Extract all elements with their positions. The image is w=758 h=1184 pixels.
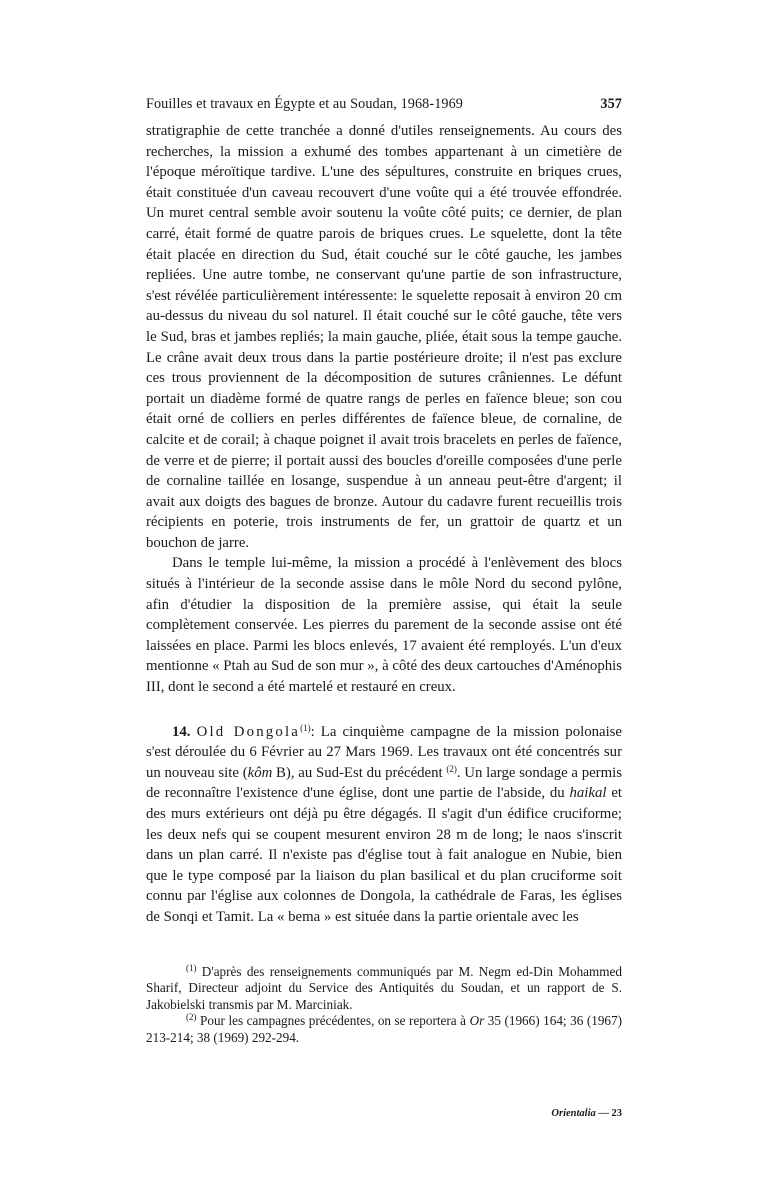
footnote-ref-2[interactable]: (2) [446,763,457,774]
footnote-1: $^{(1)}$ D'après des renseignements communiqués par M. Negm ed-Din Mohammed Sharif, Directeur adjoint du Service des Antiquités du Soudan, et un rapport de S. Jakobielski transmis par M. Marciniak. [146,962,622,1012]
footnote-ref-1[interactable]: (1) [300,722,311,733]
paragraph-temple: Dans le temple lui-même, la mission a procédé à l'enlèvement des blocs situés à l'intérieur de la seconde assise dans le môle Nord du second pylône, afin d'étudier la disposition de la première assise, qui était la seule complètement conservée. Les pierres du parement de la seconde assise ont été laissées en place. Parmi les blocs enlevés, 17 avaient été remployés. L'un d'eux mentionne « Ptah au Sud de son mur », à côté des deux cartouches d'Aménophis III, dont le second a été martelé et restauré en creux. [146,555,622,696]
running-title: Fouilles et travaux en Égypte et au Soudan, 1968-1969 [146,96,463,112]
footnotes [146,964,622,1047]
running-header [146,96,622,113]
page [146,96,623,1119]
body-text [146,121,622,928]
section-14-paragraph: 14. Old Dongola$^{(1)}$: La cinquième campagne de la mission polonaise s'est déroulée du 6 Février au 27 Mars 1969. Les travaux ont été concentrés sur un nouveau site (kôm B), au Sud-Est du précédent $^{(2)}$. Un large sondage a permis de reconnaître l'existence d'une église, dont une partie de l'abside, du haikal et des murs extérieurs ont déjà pu être dégagés. Il s'agit d'un édifice cruciforme; les deux nefs qui se coupent mesurent environ 28 m de long; le naos s'inscrit dans un plan carré. Il n'existe pas d'église tout à fait analogue en Nubie, bien que le type composé par la liaison du plan basilical et du plan cruciforme soit connu par l'église aux colonnes de Dongola, la cathédrale de Faras, les églises de Sonqi et Tamit. La « bema » est située dans la partie orientale avec les [146,722,623,925]
section-number: 14. [172,723,191,740]
page-number: 357 [600,96,622,112]
site-name: Old Dongola [196,723,301,740]
footnote-mark: (2) [186,1012,197,1023]
footnote-2: $^{(2)}$ Pour les campagnes précédentes, on se reportera à Or 35 (1966) 164; 36 (1967) 213-214; 38 (1969) 292-294. [146,1012,623,1045]
paragraph-tomb: stratigraphie de cette tranchée a donné d'utiles renseignements. Au cours des recherches, la mission a exhumé des tombes appartenant à un cimetière de l'époque méroïtique tardive. L'une des sépultures, construite en briques crues, était constituée d'un caveau recouvert d'une voûte qui a été trouvée effondrée. Un muret central semble avoir soutenu la voûte côté puits; ce dernier, de plan carré, était formé de quatre parois de briques crues. Le squelette, dont la tête était placée en direction du Sud, était couché sur le côté gauche, les jambes repliées. Une autre tombe, ne conservant qu'une partie de son infrastructure, s'est révélée particulièrement intéressente: le squelette reposait à environ 20 cm au-dessus du niveau du sol naturel. Il était couché sur le côté gauche, tête vers le Sud, bras et jambes repliés; la main gauche, pliée, était sous la tempe gauche. Le crâne avait deux trous dans la partie postérieure droite; il n'est pas exclure ces trous proviennent de la décomposition de sutures crâniennes. Le défunt portait un diadème formé de quatre rangs de perles en faïence bleue; son cou était orné de colliers en perles différentes de faïence bleue, de cornaline, de calcite et de corail; à chaque poignet il avait trois bracelets en perles de faïence, de verre et de pierre; il portait aussi des boucles d'oreille composées d'une perle de cornaline taillée en losange, suspendue à un anneau peut-être d'argent; il avait aux doigts des bagues de bronze. Autour du cadavre furent recueillis trois récipients en poterie, trois instruments de fer, un grattoir de quartz et un bouchon de jarre. [146,123,622,551]
term-haikal: haikal [569,785,607,802]
printer-signature: Orientalia — 23 [551,1108,622,1119]
footnote-mark: (1) [186,962,197,973]
journal-abbrev: Or [469,1013,485,1029]
term-kom: kôm [247,764,273,781]
